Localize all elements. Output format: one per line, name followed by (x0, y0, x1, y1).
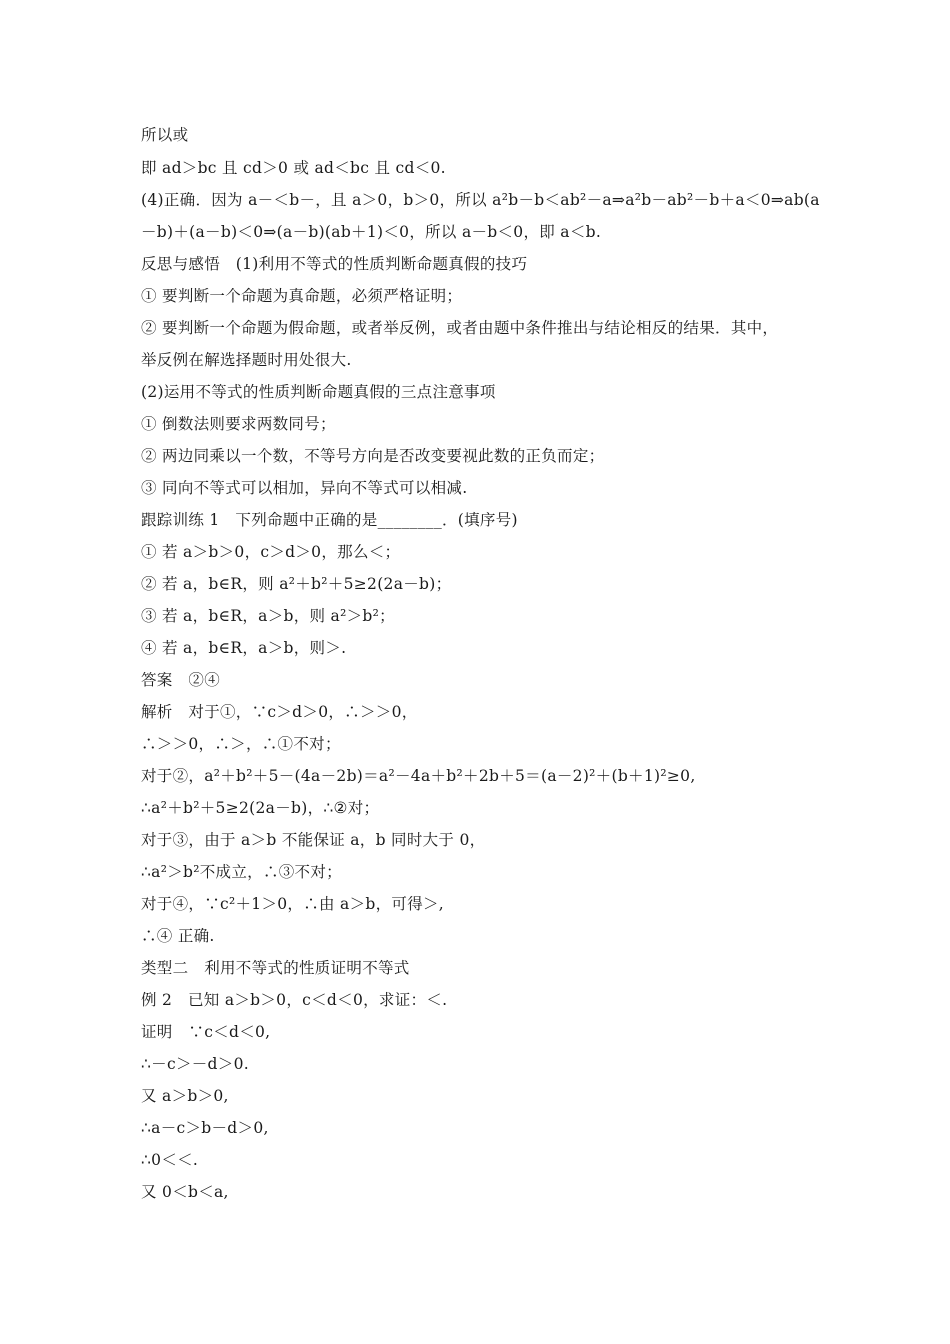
text-line: 又 0＜b＜a, (141, 1183, 229, 1201)
text-line: ∴0＜＜. (141, 1151, 199, 1169)
text-line: －b)＋(a－b)＜0⇒(a－b)(ab＋1)＜0，所以 a－b＜0，即 a＜b. (141, 223, 602, 241)
text-line: ① 要判断一个命题为真命题，必须严格证明； (141, 287, 463, 305)
text-line: 对于②，a²＋b²＋5－(4a－2b)＝a²－4a＋b²＋2b＋5＝(a－2)²＋(b＋1)²≥0, (141, 767, 696, 785)
text-line: 证明 ∵c＜d＜0, (141, 1023, 271, 1041)
section-heading: 类型二 利用不等式的性质证明不等式 (141, 959, 410, 977)
section-heading: 反思与感悟 (1)利用不等式的性质判断命题真假的技巧 (141, 255, 528, 273)
text-line: (2)运用不等式的性质判断命题真假的三点注意事项 (141, 383, 496, 401)
text-line: ∴a－c＞b－d＞0, (141, 1119, 269, 1137)
text-line: ∴－c＞－d＞0. (141, 1055, 249, 1073)
text-line: ∴a²＋b²＋5≥2(2a－b)，∴②对； (141, 799, 380, 817)
text-line: 对于④，∵c²＋1＞0，∴由 a＞b，可得＞, (141, 895, 445, 913)
text-line: ① 倒数法则要求两数同号； (141, 415, 336, 433)
text-line: 即 ad＞bc 且 cd＞0 或 ad＜bc 且 cd＜0. (141, 159, 446, 177)
text-line: 举反例在解选择题时用处很大. (141, 351, 352, 369)
example-heading: 例 2 已知 a＞b＞0，c＜d＜0，求证：＜. (141, 991, 448, 1009)
text-line: 解析 对于①，∵c＞d＞0，∴＞＞0， (141, 703, 418, 721)
text-line: ∴④ 正确. (141, 927, 215, 945)
text-line: 对于③，由于 a＞b 不能保证 a，b 同时大于 0， (141, 831, 486, 849)
text-line: ① 若 a＞b＞0，c＞d＞0，那么＜； (141, 543, 401, 561)
text-line: (4)正确．因为 a－＜b－，且 a＞0，b＞0，所以 a²b－b＜ab²－a⇒a²b－ab²－b＋a＜0⇒ab(a (141, 191, 820, 209)
text-line: ② 若 a，b∈R，则 a²＋b²＋5≥2(2a－b)； (141, 575, 452, 593)
text-line: ∴＞＞0，∴＞，∴①不对； (141, 735, 341, 753)
answer-line: 答案 ②④ (141, 671, 221, 689)
exercise-heading: 跟踪训练 1 下列命题中正确的是________．(填序号) (141, 511, 518, 529)
text-line: 又 a＞b＞0, (141, 1087, 229, 1105)
text-line: 所以或 (141, 126, 189, 144)
text-line: ② 要判断一个命题为假命题，或者举反例，或者由题中条件推出与结论相反的结果．其中， (141, 319, 779, 337)
text-line: ④ 若 a，b∈R，a＞b，则＞. (141, 639, 347, 657)
text-line: ③ 若 a，b∈R，a＞b，则 a²＞b²； (141, 607, 395, 625)
text-line: ∴a²＞b²不成立，∴③不对； (141, 863, 342, 881)
text-line: ③ 同向不等式可以相加，异向不等式可以相减. (141, 479, 468, 497)
text-line: ② 两边同乘以一个数，不等号方向是否改变要视此数的正负而定； (141, 447, 605, 465)
